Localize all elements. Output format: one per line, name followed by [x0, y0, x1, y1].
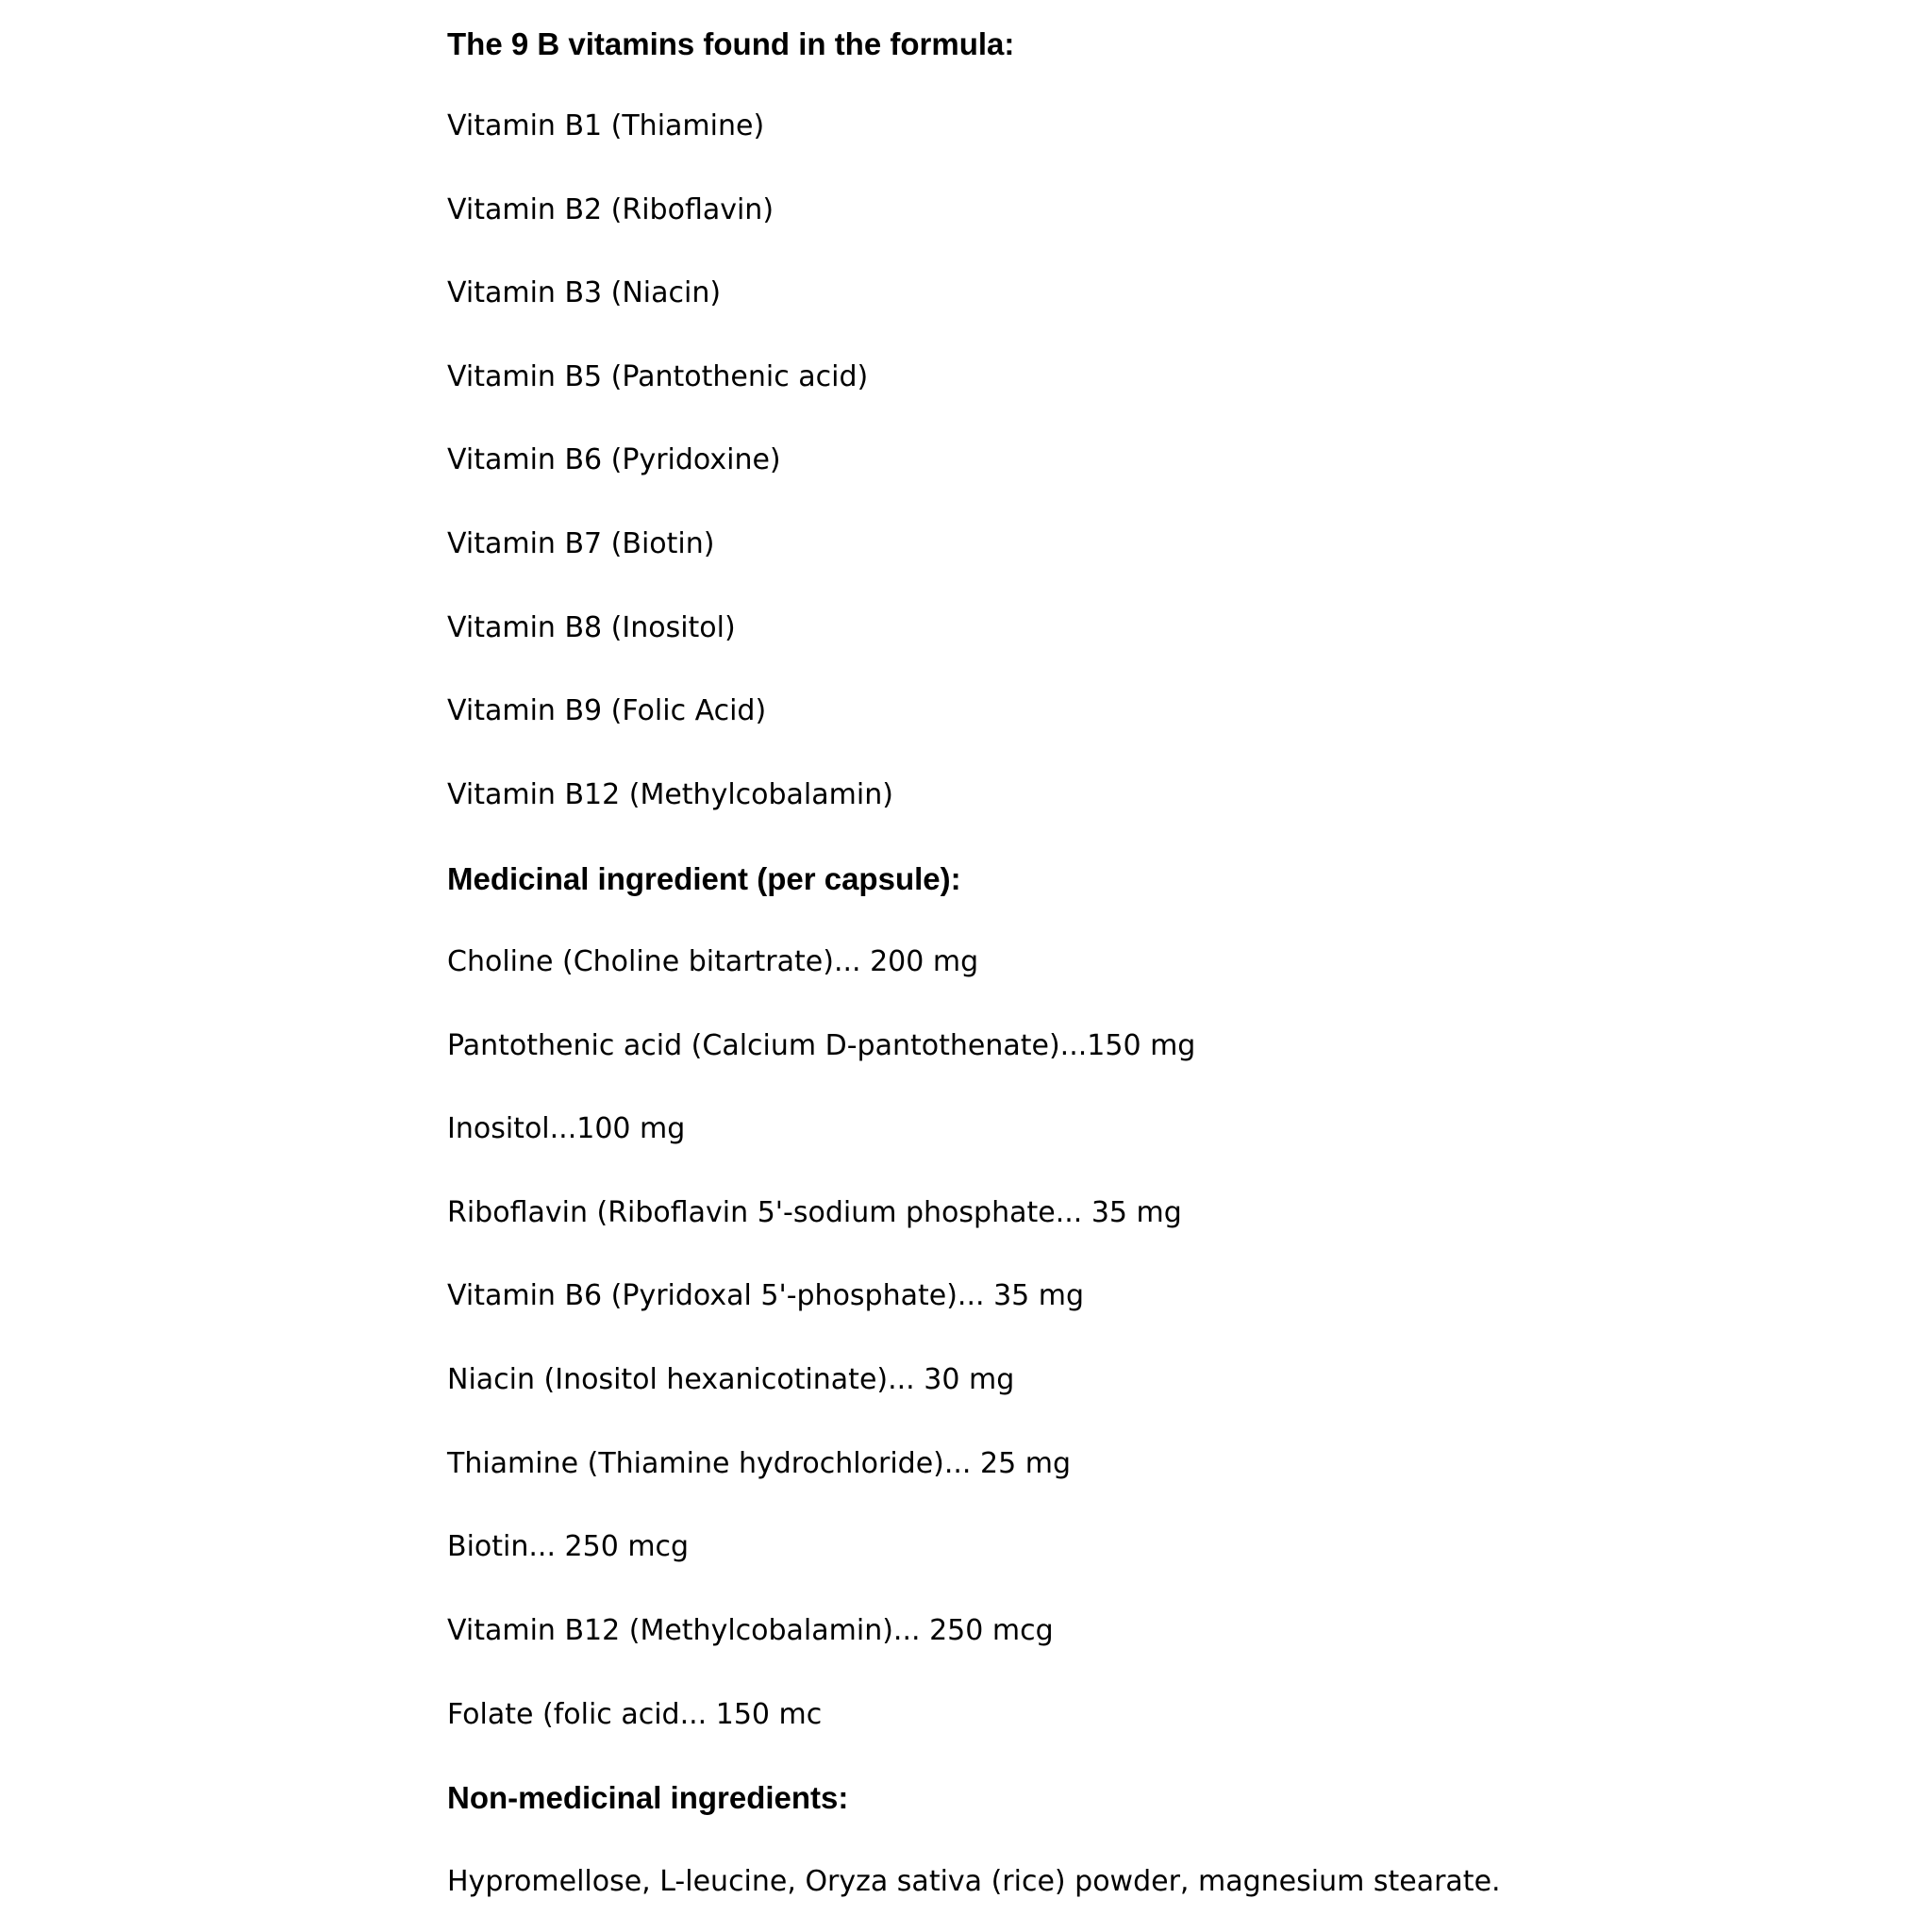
medicinal-item: Vitamin B12 (Methylcobalamin)... 250 mcg — [447, 1614, 1054, 1647]
b-vitamin-item: Vitamin B1 (Thiamine) — [447, 109, 765, 142]
medicinal-item: Thiamine (Thiamine hydrochloride)... 25 mg — [447, 1447, 1071, 1480]
b-vitamin-item: Vitamin B2 (Riboflavin) — [447, 193, 774, 226]
b-vitamin-item: Vitamin B3 (Niacin) — [447, 276, 722, 309]
medicinal-item: Riboflavin (Riboflavin 5'-sodium phosphate... 35 mg — [447, 1196, 1182, 1229]
non-medicinal-text: Hypromellose, L-leucine, Oryza sativa (rice) powder, magnesium stearate. — [447, 1865, 1501, 1898]
medicinal-item: Inositol...100 mg — [447, 1112, 686, 1145]
b-vitamin-item: Vitamin B12 (Methylcobalamin) — [447, 778, 893, 811]
medicinal-item: Pantothenic acid (Calcium D-pantothenate)...150 mg — [447, 1029, 1196, 1062]
medicinal-item: Biotin... 250 mcg — [447, 1530, 690, 1563]
b-vitamin-item: Vitamin B8 (Inositol) — [447, 611, 736, 644]
medicinal-item: Niacin (Inositol hexanicotinate)... 30 mg — [447, 1363, 1015, 1396]
medicinal-heading: Medicinal ingredient (per capsule): — [447, 861, 961, 896]
non-medicinal-heading: Non-medicinal ingredients: — [447, 1780, 849, 1815]
b-vitamin-item: Vitamin B6 (Pyridoxine) — [447, 443, 781, 476]
medicinal-item: Choline (Choline bitartrate)... 200 mg — [447, 945, 979, 978]
medicinal-item: Vitamin B6 (Pyridoxal 5'-phosphate)... 35 mg — [447, 1279, 1085, 1312]
b-vitamin-item: Vitamin B9 (Folic Acid) — [447, 694, 767, 727]
medicinal-item: Folate (folic acid... 150 mc — [447, 1698, 823, 1731]
b-vitamins-heading: The 9 B vitamins found in the formula: — [447, 26, 1015, 61]
b-vitamin-item: Vitamin B7 (Biotin) — [447, 527, 715, 560]
b-vitamin-item: Vitamin B5 (Pantothenic acid) — [447, 360, 869, 393]
